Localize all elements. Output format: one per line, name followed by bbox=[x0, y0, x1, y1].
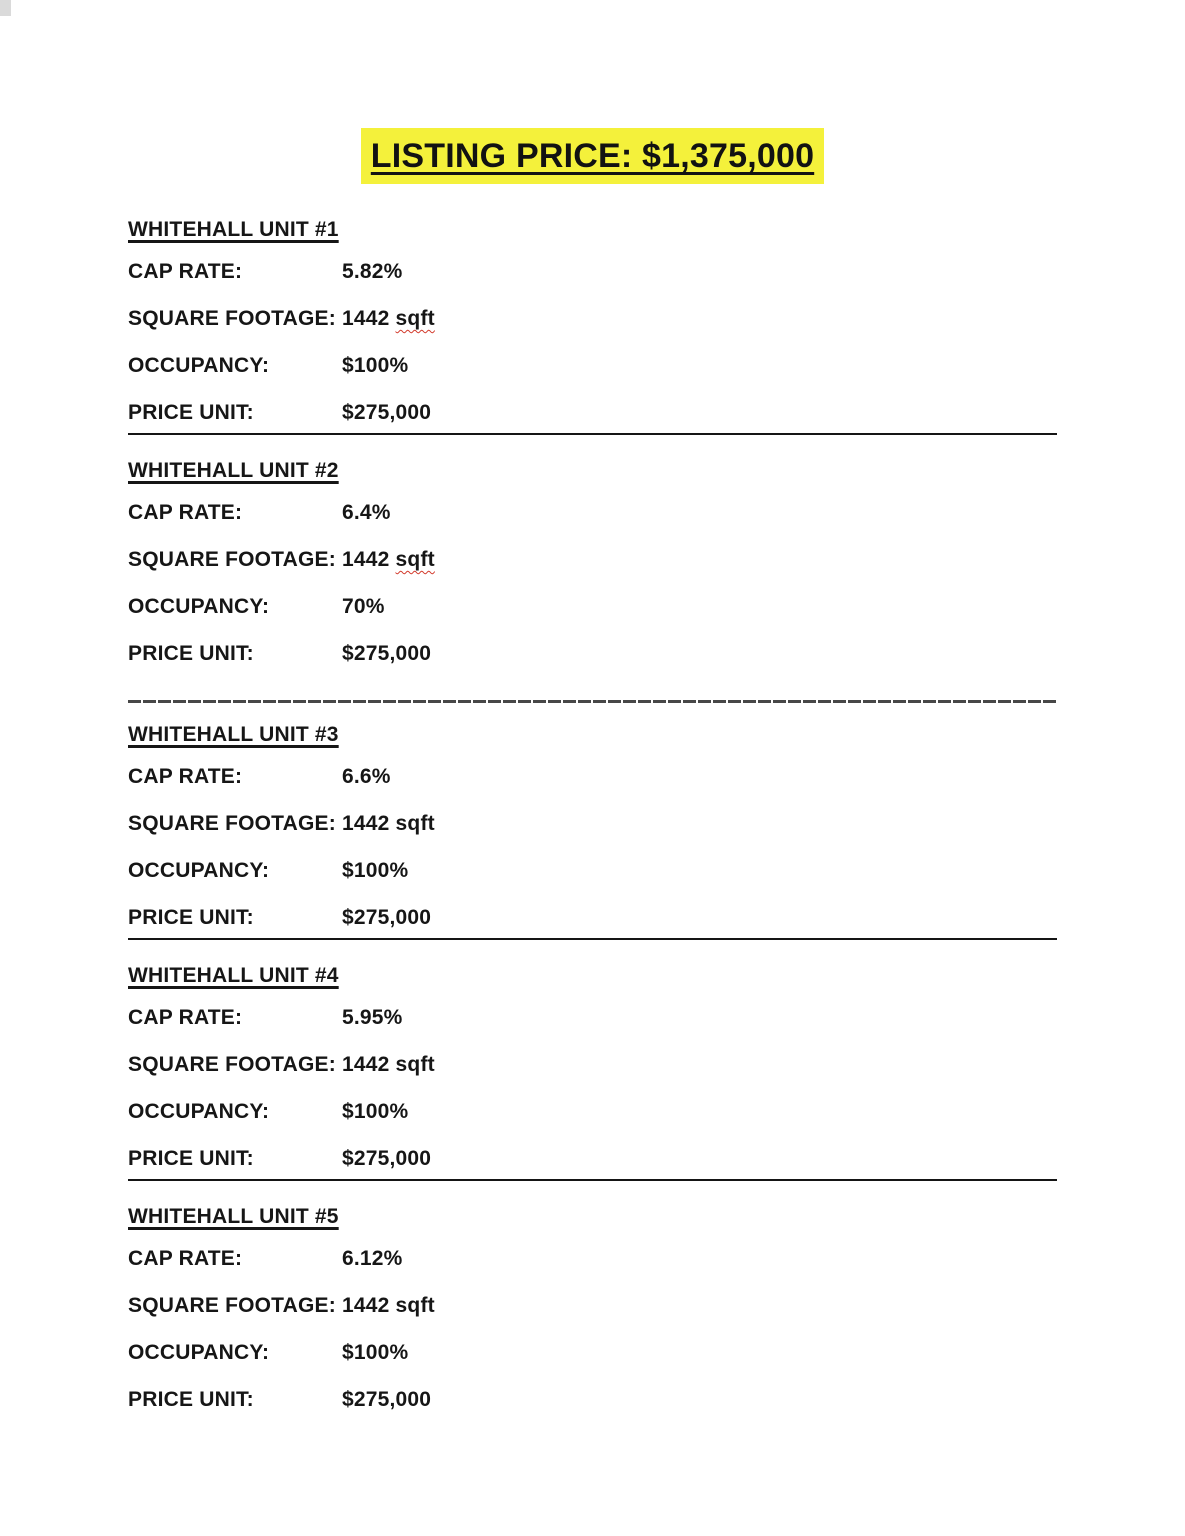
spec-label: CAP RATE: bbox=[128, 765, 243, 788]
spec-value bbox=[342, 354, 408, 378]
spec-value bbox=[342, 1341, 408, 1365]
spec-value-text: $100% bbox=[342, 1100, 409, 1123]
spec-value-text: 6.12% bbox=[342, 1247, 403, 1270]
listing-price-title: LISTING PRICE: $1,375,000 bbox=[361, 128, 824, 184]
spec-value-text: 5.95% bbox=[342, 1006, 403, 1029]
spec-row bbox=[128, 765, 1057, 789]
spec-label: PRICE UNIT: bbox=[128, 906, 254, 929]
spec-value bbox=[342, 307, 435, 331]
document-content bbox=[128, 0, 1057, 1412]
spec-value bbox=[342, 906, 431, 930]
spec-label: SQUARE FOOTAGE: bbox=[128, 307, 336, 330]
spec-value-text: 5.82% bbox=[342, 260, 403, 283]
spec-row bbox=[128, 1006, 1057, 1030]
spec-value-text: $100% bbox=[342, 1341, 409, 1364]
spec-value-unit: sqft bbox=[395, 307, 435, 330]
spec-value-text: 6.4% bbox=[342, 501, 391, 524]
spec-value-text: $100% bbox=[342, 859, 409, 882]
section-heading: WHITEHALL UNIT #3 bbox=[128, 723, 339, 746]
unit-section-5 bbox=[128, 1205, 1057, 1412]
spec-value-text: 1442 bbox=[342, 307, 390, 330]
spec-row bbox=[128, 812, 1057, 836]
spec-label: OCCUPANCY: bbox=[128, 859, 270, 882]
spec-value bbox=[342, 642, 431, 666]
spec-value bbox=[342, 1100, 408, 1124]
spec-value-text: $275,000 bbox=[342, 1388, 432, 1411]
spec-value bbox=[342, 260, 403, 284]
spec-value bbox=[342, 1294, 435, 1318]
spec-value bbox=[342, 548, 435, 572]
spec-value bbox=[342, 1388, 431, 1412]
title-row bbox=[128, 0, 1057, 184]
spec-row bbox=[128, 401, 1057, 425]
underscore-divider bbox=[128, 700, 1057, 703]
spec-value-unit: sqft bbox=[395, 548, 435, 571]
spec-label: CAP RATE: bbox=[128, 1247, 243, 1270]
spec-value-text: $275,000 bbox=[342, 1147, 432, 1170]
spec-row bbox=[128, 1100, 1057, 1124]
spec-row bbox=[128, 1341, 1057, 1365]
spec-row bbox=[128, 1247, 1057, 1271]
spec-label: SQUARE FOOTAGE: bbox=[128, 548, 336, 571]
spec-row bbox=[128, 1053, 1057, 1077]
spec-row bbox=[128, 354, 1057, 378]
spec-label: SQUARE FOOTAGE: bbox=[128, 1294, 336, 1317]
spec-value-text: 1442 bbox=[342, 548, 390, 571]
spec-value bbox=[342, 859, 408, 883]
section-divider bbox=[128, 1179, 1057, 1181]
screenshot-corner-artifact bbox=[0, 0, 11, 16]
spec-row bbox=[128, 1147, 1057, 1171]
spec-value bbox=[342, 501, 391, 525]
section-heading: WHITEHALL UNIT #2 bbox=[128, 459, 339, 482]
spec-label: CAP RATE: bbox=[128, 260, 243, 283]
unit-section-4 bbox=[128, 964, 1057, 1171]
spec-value-text: 70% bbox=[342, 595, 385, 618]
spec-label: OCCUPANCY: bbox=[128, 595, 270, 618]
spec-value bbox=[342, 595, 385, 619]
spec-value bbox=[342, 1006, 403, 1030]
spec-value bbox=[342, 1147, 431, 1171]
spec-row bbox=[128, 1388, 1057, 1412]
section-heading: WHITEHALL UNIT #5 bbox=[128, 1205, 339, 1228]
spec-row bbox=[128, 595, 1057, 619]
spec-value-text: 1442 sqft bbox=[342, 1053, 435, 1076]
spec-row bbox=[128, 548, 1057, 572]
section-divider bbox=[128, 938, 1057, 940]
spec-value-text: $275,000 bbox=[342, 401, 432, 424]
spec-value bbox=[342, 812, 435, 836]
spec-value-text: $100% bbox=[342, 354, 409, 377]
section-divider bbox=[128, 433, 1057, 435]
section-heading: WHITEHALL UNIT #4 bbox=[128, 964, 339, 987]
spec-label: PRICE UNIT: bbox=[128, 401, 254, 424]
spec-value-text: 6.6% bbox=[342, 765, 391, 788]
spec-value bbox=[342, 401, 431, 425]
spec-label: PRICE UNIT: bbox=[128, 1147, 254, 1170]
spec-value bbox=[342, 1247, 403, 1271]
spec-value-text: 1442 sqft bbox=[342, 1294, 435, 1317]
spec-value-text: 1442 sqft bbox=[342, 812, 435, 835]
spec-row bbox=[128, 642, 1057, 666]
spec-label: SQUARE FOOTAGE: bbox=[128, 812, 336, 835]
spec-label: PRICE UNIT: bbox=[128, 642, 254, 665]
spec-value bbox=[342, 1053, 435, 1077]
spec-label: SQUARE FOOTAGE: bbox=[128, 1053, 336, 1076]
spec-label: PRICE UNIT: bbox=[128, 1388, 254, 1411]
spec-row bbox=[128, 859, 1057, 883]
spec-row bbox=[128, 1294, 1057, 1318]
spec-label: OCCUPANCY: bbox=[128, 354, 270, 377]
spec-row bbox=[128, 260, 1057, 284]
spec-row bbox=[128, 307, 1057, 331]
spec-label: CAP RATE: bbox=[128, 501, 243, 524]
spec-value-text: $275,000 bbox=[342, 642, 432, 665]
section-heading: WHITEHALL UNIT #1 bbox=[128, 218, 339, 241]
spec-label: CAP RATE: bbox=[128, 1006, 243, 1029]
spec-value-text: $275,000 bbox=[342, 906, 432, 929]
spec-label: OCCUPANCY: bbox=[128, 1100, 270, 1123]
spec-row bbox=[128, 501, 1057, 525]
unit-section-1 bbox=[128, 218, 1057, 425]
spec-value bbox=[342, 765, 391, 789]
unit-section-3 bbox=[128, 723, 1057, 930]
unit-section-2 bbox=[128, 459, 1057, 666]
spec-row bbox=[128, 906, 1057, 930]
spec-label: OCCUPANCY: bbox=[128, 1341, 270, 1364]
